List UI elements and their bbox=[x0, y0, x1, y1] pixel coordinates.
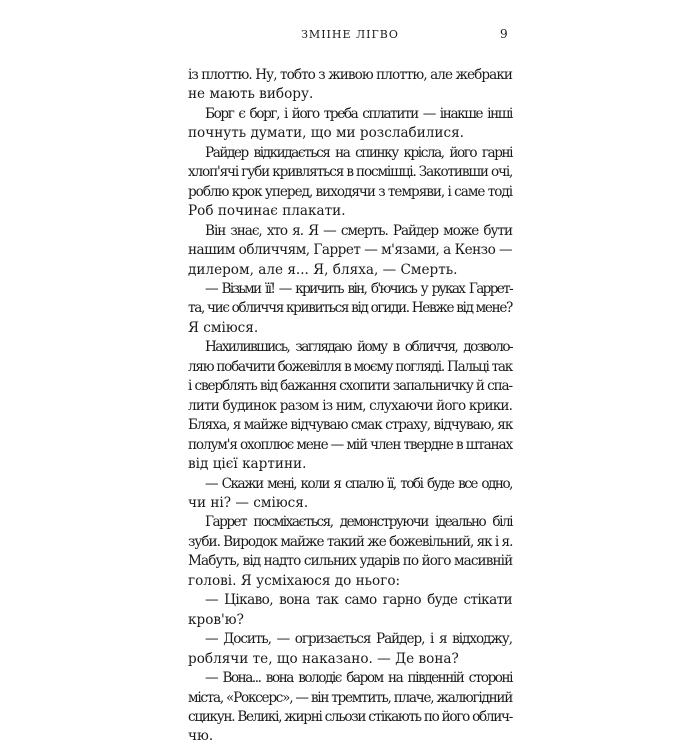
text-line: нашим обличчям, Гаррет — м'язами, а Кензо — bbox=[188, 242, 513, 259]
text-line: кров'ю? bbox=[188, 611, 244, 628]
text-line: не мають вибору. bbox=[188, 86, 314, 103]
text-line: Бляха, я майже відчуваю смак страху, відчуваю, як bbox=[188, 417, 513, 434]
running-header-title: ЗМІІНЕ ЛІГВО bbox=[301, 28, 399, 41]
paragraph bbox=[188, 630, 512, 669]
text-line: — Візьми її! — кричить він, б'ючись у руках Гаррет- bbox=[205, 280, 512, 297]
text-line: Райдер відкидається на спинку крісла, його гарні bbox=[205, 144, 512, 161]
text-line: Я сміюся. bbox=[188, 319, 259, 336]
text-line: зуби. Виродок майже такий же божевільний, як і я. bbox=[188, 533, 513, 550]
body-text bbox=[188, 66, 512, 747]
text-line: від цієї картини. bbox=[188, 456, 307, 473]
paragraph bbox=[188, 513, 512, 591]
text-line: — Скажи мені, коли я спалю її, тобі буде все одно, bbox=[205, 475, 512, 492]
text-line: голові. Я усміхаюся до нього: bbox=[188, 572, 401, 589]
text-line: і сверблять від бажання схопити запальничку й спа- bbox=[188, 378, 512, 395]
paragraph bbox=[188, 669, 512, 747]
text-line: Мабуть, від надто сильних ударів по його масивній bbox=[188, 553, 513, 570]
paragraph bbox=[188, 105, 512, 144]
paragraph bbox=[188, 144, 512, 222]
text-line: Борг є борг, і його треба сплатити — інакше інші bbox=[205, 105, 512, 122]
paragraph bbox=[188, 591, 512, 630]
text-line: дилером, але я... Я, бляха, — Смерть. bbox=[188, 261, 458, 278]
text-line: — Цікаво, вона так само гарно буде стікати bbox=[205, 592, 512, 609]
paragraph bbox=[188, 280, 512, 338]
text-line: ляю побачити божевілля в моєму погляді. Пальці так bbox=[188, 358, 512, 375]
paragraph bbox=[188, 66, 512, 105]
text-line: хлоп'ячі губи кривляться в посмішці. Закотивши очі, bbox=[188, 164, 513, 181]
text-line: — Вона... вона володіє баром на південній стороні bbox=[205, 670, 512, 687]
text-line: Нахилившись, заглядаю йому в обличчя, дозволо- bbox=[205, 339, 512, 356]
text-line: роблю крок уперед, виходячи з темряви, і саме тоді bbox=[188, 183, 513, 200]
text-line: чю. bbox=[188, 728, 214, 745]
text-line: сцикун. Великі, жирні сльози стікають по його облич- bbox=[188, 708, 512, 725]
text-line: чи ні? — сміюся. bbox=[188, 494, 309, 511]
text-line: полум'я охоплює мене — мій член твердне в штанах bbox=[188, 436, 512, 453]
text-line: Він знає, хто я. Я — смерть. Райдер може бути bbox=[205, 222, 512, 239]
text-line: лити будинок разом із ним, слухаючи його крики. bbox=[188, 397, 513, 414]
text-line: Роб починає плакати. bbox=[188, 203, 346, 220]
page-number: 9 bbox=[500, 27, 508, 41]
text-line: Гаррет посміхається, демонструючи ідеально білі bbox=[205, 514, 512, 531]
paragraph bbox=[188, 475, 512, 514]
text-line: міста, «Роксерс», — він тремтить, плаче, жалюгідний bbox=[188, 689, 512, 706]
text-line: роблячи те, що наказано. — Де вона? bbox=[188, 650, 459, 667]
paragraph bbox=[188, 338, 512, 474]
paragraph bbox=[188, 222, 512, 280]
text-line: почнуть думати, що ми розслабилися. bbox=[188, 125, 465, 142]
text-line: та, чиє обличчя кривиться від огиди. Невже від мене? bbox=[188, 300, 512, 317]
text-line: із плоттю. Ну, тобто з живою плоттю, але жебраки bbox=[188, 67, 512, 83]
text-line: — Досить, — огризається Райдер, і я відходжу, bbox=[205, 631, 512, 648]
